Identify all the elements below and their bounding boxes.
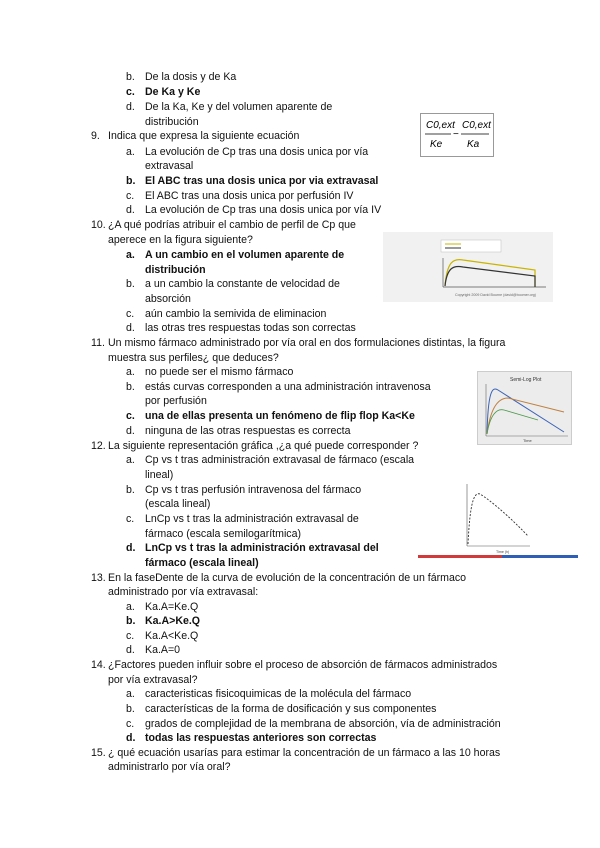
q9-option-d: La evolución de Cp tras una dosis unica por vía IV	[145, 204, 382, 216]
q9-option-c-label: c.	[126, 190, 135, 202]
q11-figure	[477, 371, 572, 445]
q11-text-line2: muestra sus perfiles¿ que deduces?	[108, 352, 279, 364]
q10-option-b-label: b.	[126, 278, 135, 290]
q13-option-b: Ka.A>Ke.Q	[145, 615, 201, 627]
q10-option-c: aún cambio la semivida de eliminacion	[145, 308, 327, 320]
q10-option-a-line2: distribución	[145, 264, 206, 276]
q11-option-d: ninguna de las otras respuestas es correcta	[145, 425, 351, 437]
q10-option-a-label: a.	[126, 249, 135, 261]
equation-denominator-1: Ke	[430, 139, 443, 150]
q9-option-a-label: a.	[126, 146, 135, 158]
q12-option-d-line2: fármaco (escala lineal)	[145, 557, 259, 569]
q12-option-b-line2: (escala lineal)	[145, 498, 211, 510]
q14-option-b-label: b.	[126, 703, 135, 715]
q12-option-a-line1: Cp vs t tras administración extravasal de fármaco (escala	[145, 454, 415, 466]
q11-option-d-label: d.	[126, 425, 135, 437]
q12-curve	[468, 494, 528, 544]
q10-text-line1: ¿A qué podrías atribuir el cambio de perfil de Cp que	[108, 219, 356, 231]
q10-option-b-line2: absorción	[145, 293, 191, 305]
q12-figure-svg	[420, 472, 575, 555]
equation-denominator-2: Ka	[467, 139, 480, 150]
q12-option-d-label: d.	[126, 542, 136, 554]
q13-number: 13.	[91, 572, 106, 584]
q15-text-line1: ¿ qué ecuación usarías para estimar la concentración de un fármaco a las 10 horas	[108, 747, 501, 759]
q13-option-d-label: d.	[126, 644, 135, 656]
q8-option-b: De la dosis y de Ka	[145, 71, 237, 83]
q12-figure-xlabel: Time (h)	[496, 550, 510, 554]
q14-option-d-label: d.	[126, 732, 136, 744]
q10-text-line2: aperece en la figura siguiente?	[108, 234, 253, 246]
q14-number: 14.	[91, 659, 106, 671]
q10-option-a-line1: A un cambio en el volumen aparente de	[145, 249, 345, 261]
q12-text: La siguiente representación gráfica ,¿a qué puede corresponder ?	[108, 440, 419, 452]
q11-option-a-label: a.	[126, 366, 135, 378]
q12-option-c-label: c.	[126, 513, 135, 525]
q13-option-d: Ka.A=0	[145, 644, 181, 656]
q10-figure	[383, 232, 553, 302]
q10-figure-caption: Copyright 2009 David Bourne (david@boomer.org)	[455, 293, 536, 297]
q15-number: 15.	[91, 747, 106, 759]
q15-text-line2: administrarlo por vía oral?	[108, 761, 231, 773]
q14-option-a: caracteristicas fisicoquimicas de la molécula del fármaco	[145, 688, 412, 700]
q10-option-d: las otras tres respuestas todas son correctas	[145, 322, 356, 334]
q13-option-a: Ka.A=Ke.Q	[145, 601, 199, 613]
q11-figure-xlabel: Time	[523, 438, 532, 443]
q10-curve-2	[445, 266, 535, 287]
q10-option-b-line1: a un cambio la constante de velocidad de	[145, 278, 340, 290]
q13-option-a-label: a.	[126, 601, 135, 613]
q13-text-line1: En la faseDente de la curva de evolución de la concentración de un fármaco	[108, 572, 467, 584]
q11-number: 11.	[91, 337, 105, 349]
q14-text-line2: por vía extravasal?	[108, 674, 198, 686]
q12-option-c-line1: LnCp vs t tras la administración extravasal de	[145, 513, 359, 525]
q9-option-b-label: b.	[126, 175, 136, 187]
q8-option-d-label: d.	[126, 101, 135, 113]
q11-option-c-label: c.	[126, 410, 135, 422]
q8-option-b-label: b.	[126, 71, 135, 83]
q12-figure	[420, 472, 575, 555]
q13-option-c-label: c.	[126, 630, 135, 642]
q11-figure-title: Semi-Log Plot	[510, 377, 542, 383]
equation-numerator-2: C0,ext	[462, 120, 491, 131]
q8-option-c-label: c.	[126, 86, 135, 98]
q14-option-d: todas las respuestas anteriores son correctas	[145, 732, 377, 744]
q11-option-c: una de ellas presenta un fenómeno de flip flop Ka<Ke	[145, 410, 415, 422]
q9-number: 9.	[91, 130, 100, 142]
q11-curve-blue	[487, 389, 564, 434]
q12-option-d-line1: LnCp vs t tras la administración extravasal del	[145, 542, 379, 554]
equation-numerator-1: C0,ext	[426, 120, 455, 131]
q8-option-c: De Ka y Ke	[145, 86, 201, 98]
q11-curve-green	[487, 410, 538, 434]
q11-option-b-line2: por perfusión	[145, 395, 207, 407]
q12-option-a-line2: lineal)	[145, 469, 174, 481]
equation-minus: −	[453, 129, 459, 140]
q11-option-b-label: b.	[126, 381, 135, 393]
equation-image	[420, 113, 494, 157]
q14-text-line1: ¿Factores pueden influir sobre el proceso de absorción de fármacos administrados	[108, 659, 498, 671]
q9-text: Indica que expresa la siguiente ecuación	[108, 130, 300, 142]
q13-text-line2: administrado por vía extravasal:	[108, 586, 259, 598]
equation-svg	[421, 114, 493, 156]
q11-option-a: no puede ser el mismo fármaco	[145, 366, 294, 378]
q14-option-b: características de la forma de dosificación y sus componentes	[145, 703, 437, 715]
q10-option-c-label: c.	[126, 308, 135, 320]
q12-option-c-line2: fármaco (escala semilogarítmica)	[145, 528, 302, 540]
q9-option-b: El ABC tras una dosis unica por via extravasal	[145, 175, 379, 187]
q11-option-b-line1: estás curvas corresponden a una administración intravenosa	[145, 381, 431, 393]
q13-option-c: Ka.A<Ke.Q	[145, 630, 199, 642]
q10-number: 10.	[91, 219, 106, 231]
q8-option-d-line2: distribución	[145, 116, 199, 128]
q10-option-d-label: d.	[126, 322, 135, 334]
q10-figure-svg	[383, 232, 553, 302]
q14-option-c: grados de complejidad de la membrana de absorción, vía de administración	[145, 718, 501, 730]
q14-option-a-label: a.	[126, 688, 135, 700]
q9-option-a-line2: extravasal	[145, 160, 194, 172]
q10-figure-legend-box	[441, 240, 501, 252]
q12-blue-bar	[502, 555, 578, 558]
q11-figure-svg	[478, 372, 571, 444]
q12-option-a-label: a.	[126, 454, 135, 466]
q9-option-c: El ABC tras una dosis unica por perfusión IV	[145, 190, 354, 202]
q12-red-bar	[418, 555, 502, 558]
q12-option-b-label: b.	[126, 484, 135, 496]
q10-curve-1	[445, 260, 535, 287]
q14-option-c-label: c.	[126, 718, 135, 730]
q12-option-b-line1: Cp vs t tras perfusión intravenosa del fármaco	[145, 484, 362, 496]
q13-option-b-label: b.	[126, 615, 136, 627]
q11-text-line1: Un mismo fármaco administrado por vía oral en dos formulaciones distintas, la figura	[108, 337, 506, 349]
q9-option-a-line1: La evolución de Cp tras una dosis unica por vía	[145, 146, 369, 158]
q9-option-d-label: d.	[126, 204, 135, 216]
q12-number: 12.	[91, 440, 106, 452]
q8-option-d-line1: De la Ka, Ke y del volumen aparente de	[145, 101, 333, 113]
